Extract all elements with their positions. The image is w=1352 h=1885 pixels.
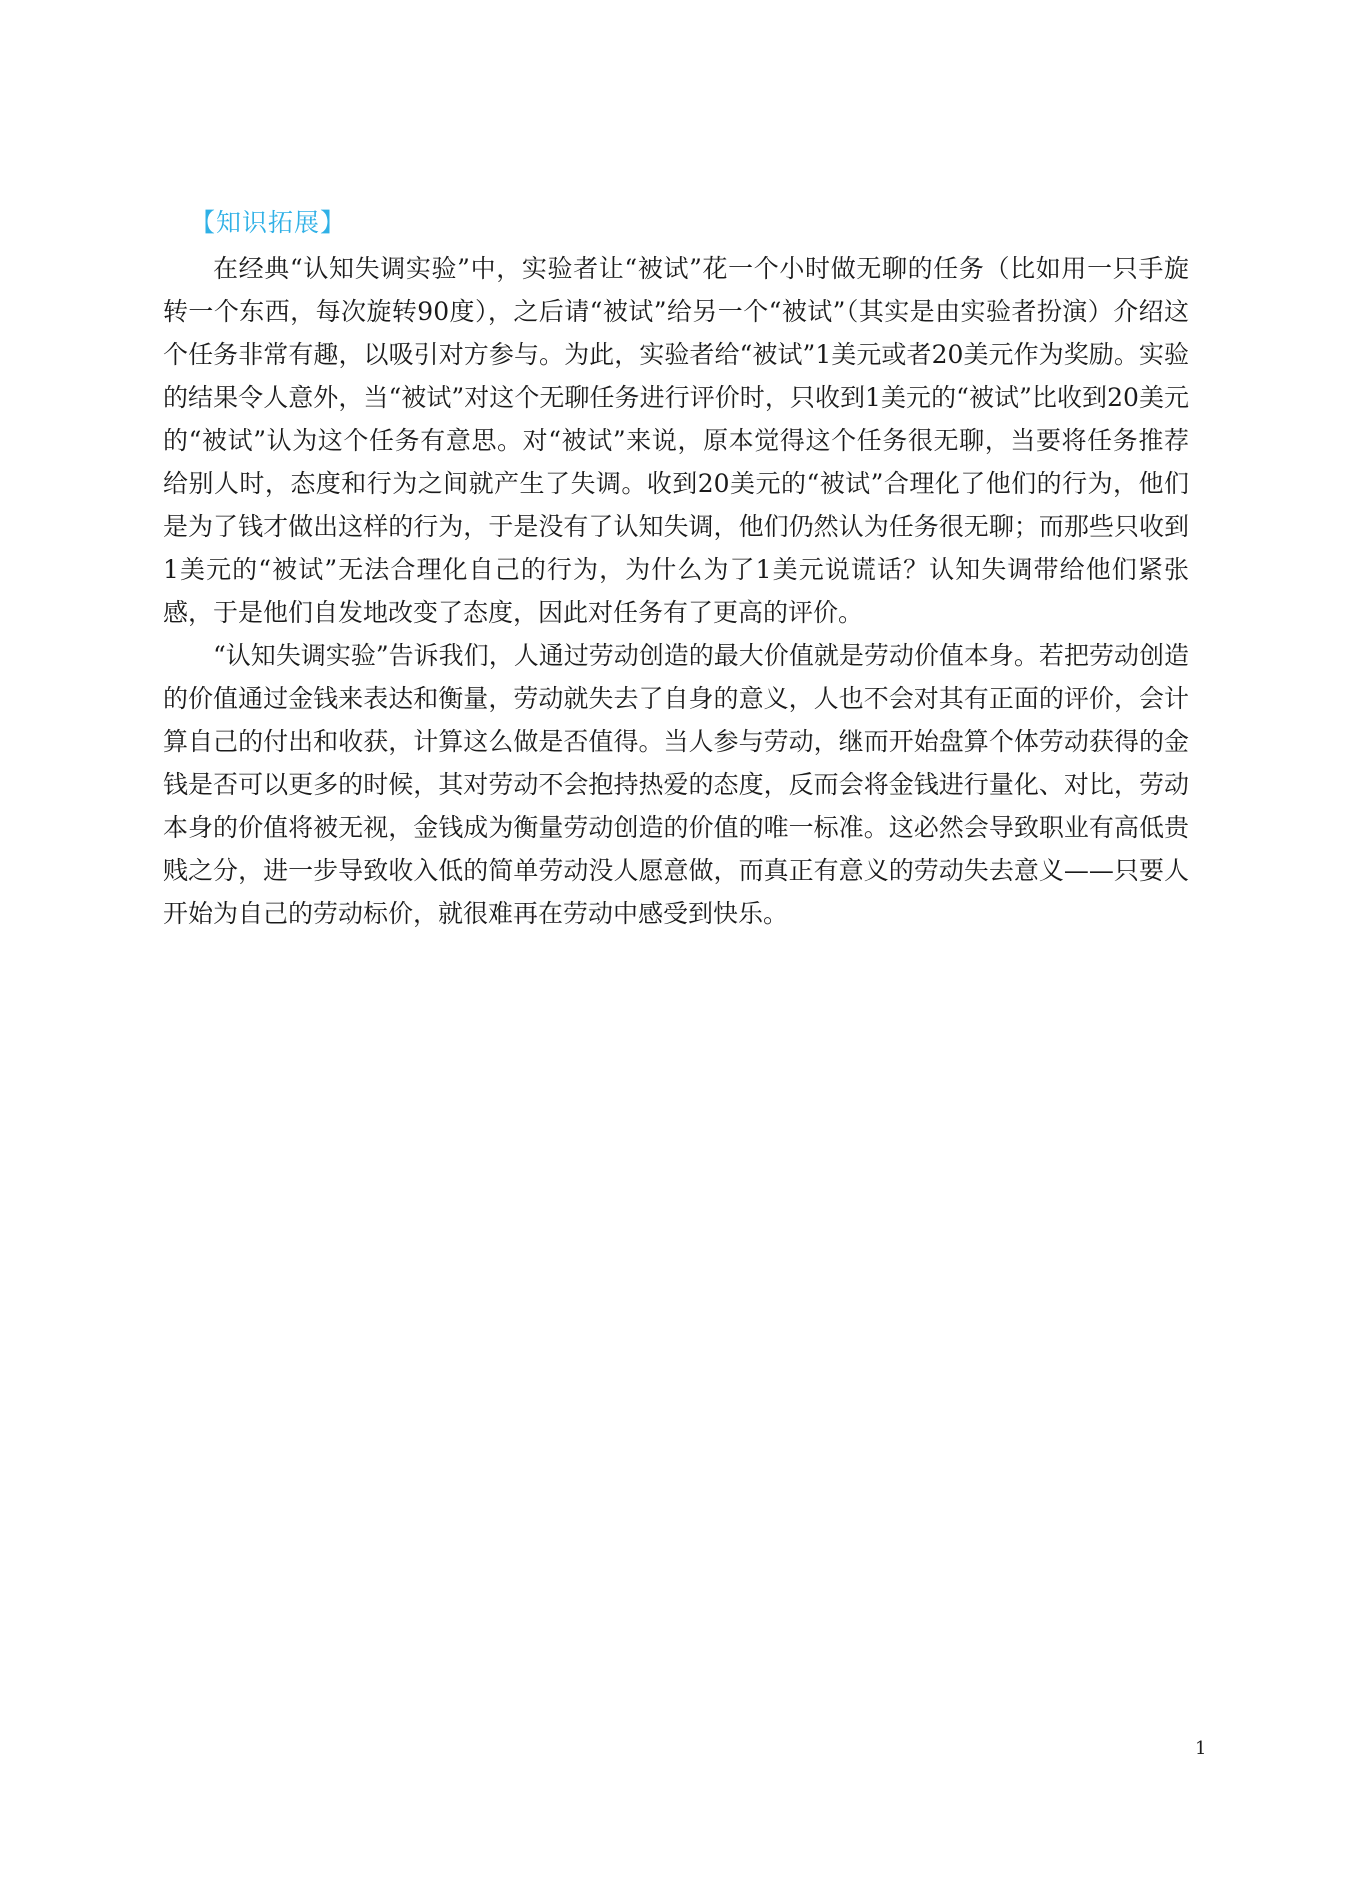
- body-text: [163, 247, 1189, 935]
- paragraph: 在经典“认知失调实验”中，实验者让“被试”花一个小时做无聊的任务（比如用一只手旋转一个东西，每次旋转90度），之后请“被试”给另一个“被试”（其实是由实验者扮演）介绍这个任务非常有趣，以吸引对方参与。为此，实验者给“被试”1美元或者20美元作为奖励。实验的结果令人意外，当“被试”对这个无聊任务进行评价时，只收到1美元的“被试”比收到20美元的“被试”认为这个任务有意思。对“被试”来说，原本觉得这个任务很无聊，当要将任务推荐给别人时，态度和行为之间就产生了失调。收到20美元的“被试”合理化了他们的行为，他们是为了钱才做出这样的行为，于是没有了认知失调，他们仍然认为任务很无聊；而那些只收到1美元的“被试”无法合理化自己的行为，为什么为了1美元说谎话？认知失调带给他们紧张感，于是他们自发地改变了态度，因此对任务有了更高的评价。: [163, 254, 1189, 627]
- paragraph: “认知失调实验”告诉我们，人通过劳动创造的最大价值就是劳动价值本身。若把劳动创造的价值通过金钱来表达和衡量，劳动就失去了自身的意义，人也不会对其有正面的评价，会计算自己的付出和收获，计算这么做是否值得。当人参与劳动，继而开始盘算个体劳动获得的金钱是否可以更多的时候，其对劳动不会抱持热爱的态度，反而会将金钱进行量化、对比，劳动本身的价值将被无视，金钱成为衡量劳动创造的价值的唯一标准。这必然会导致职业有高低贵贱之分，进一步导致收入低的简单劳动没人愿意做，而真正有意义的劳动失去意义——只要人开始为自己的劳动标价，就很难再在劳动中感受到快乐。: [163, 641, 1189, 928]
- page-number: 1: [1195, 1738, 1207, 1759]
- section-heading: 【知识拓展】: [190, 208, 347, 237]
